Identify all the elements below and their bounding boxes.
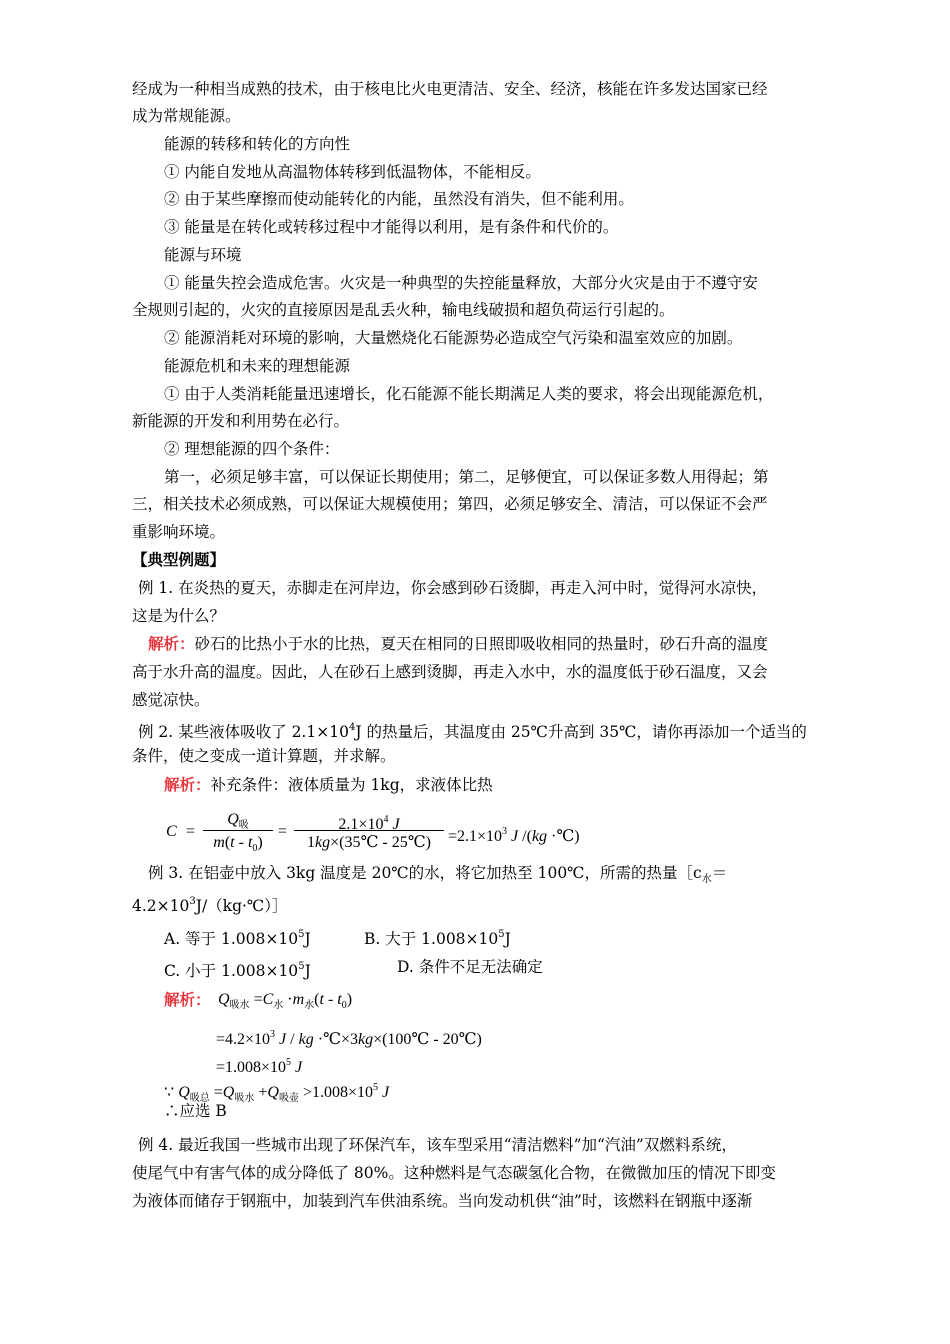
option-d bbox=[397, 957, 543, 977]
list-item: ② 理想能源的四个条件： bbox=[164, 440, 340, 458]
analysis-label: 解析： bbox=[164, 990, 211, 1009]
option-c bbox=[164, 957, 311, 981]
formula-c: C bbox=[166, 823, 177, 840]
exponent: 5 bbox=[298, 929, 305, 940]
list-item: ③ 能量是在转化或转移过程中才能得以利用，是有条件和代价的。 bbox=[164, 218, 619, 236]
option-text: A. 等于 1.008×10 bbox=[164, 930, 299, 948]
answer-line: ∴应选 B bbox=[164, 1102, 227, 1120]
example-question-cont bbox=[132, 892, 288, 916]
analysis-line bbox=[148, 634, 768, 654]
formula-eq: = bbox=[278, 823, 288, 840]
option-text: J bbox=[504, 930, 511, 948]
list-item: ① 由于人类消耗能量迅速增长，化石能源不能长期满足人类的要求，将会出现能源危机， bbox=[164, 385, 774, 403]
analysis-text: 补充条件：液体质量为 1kg，求液体比热 bbox=[210, 776, 493, 794]
list-item: ① 内能自发地从高温物体转移到低温物体，不能相反。 bbox=[164, 163, 541, 181]
q-text: 例 3. 在铝壶中放入 3kg 温度是 20℃的水，将它加热至 100℃，所需的热量［c bbox=[148, 864, 702, 882]
option-text: C. 小于 1.008×10 bbox=[164, 962, 299, 980]
q-text: 例 2. 某些液体吸收了 2.1×10 bbox=[138, 723, 349, 741]
option-text: D. 条件不足无法确定 bbox=[397, 958, 543, 976]
section-title: 能源的转移和转化的方向性 bbox=[164, 135, 351, 153]
example-question-cont: 条件，使之变成一道计算题，并求解。 bbox=[132, 747, 396, 765]
heat-equation-line: ∵ $Q_{吸总} =Q_{吸水} +Q_{吸壶} >1.008\times 10^5$ J bbox=[164, 1082, 390, 1104]
example-question-cont: 这是为什么？ bbox=[132, 607, 226, 625]
list-item-cont: 新能源的开发和利用势在必行。 bbox=[132, 412, 350, 430]
analysis-line: 高于水升高的温度。因此，人在砂石上感到烫脚，再走入水中，水的温度低于砂石温度，又会 bbox=[132, 663, 768, 681]
analysis-text: 砂石的比热小于水的比热，夏天在相同的日照即吸收相同的热量时，砂石升高的温度 bbox=[194, 635, 769, 653]
option-text: B. 大于 1.008×10 bbox=[364, 930, 499, 948]
paragraph-line: 重影响环境。 bbox=[132, 523, 226, 541]
option-text: J bbox=[304, 962, 311, 980]
option-a bbox=[164, 925, 311, 949]
example-question bbox=[148, 863, 727, 890]
example-question: 例 1. 在炎热的夏天，赤脚走在河岸边，你会感到砂石烫脚，再走入河中时，觉得河水凉快， bbox=[138, 579, 768, 597]
list-item: ① 能量失控会造成危害。火灾是一种典型的失控能量释放，大部分火灾是由于不遵守安 bbox=[164, 274, 758, 292]
exponent: 5 bbox=[298, 961, 305, 972]
paragraph-line: 成为常规能源。 bbox=[132, 107, 241, 125]
section-title: 能源与环境 bbox=[164, 246, 242, 264]
formula-eq: = bbox=[186, 823, 196, 840]
heat-equation-line: $=4.2\times 10^3$ J / kg ·℃×3kg×(100℃ - 20℃) bbox=[216, 1029, 482, 1048]
subscript: 水 bbox=[701, 874, 712, 885]
analysis-label: 解析： bbox=[164, 775, 211, 794]
list-item: ② 能源消耗对环境的影响，大量燃烧化石能源势必造成空气污染和温室效应的加剧。 bbox=[164, 329, 743, 347]
heat-equation-line: $Q_{吸水} =C_水 \cdot m_水(t - t_0)$ bbox=[218, 991, 353, 1011]
analysis-line: 感觉凉快。 bbox=[132, 691, 210, 709]
exponent: 5 bbox=[498, 929, 505, 940]
formula-result: $=2.1\times 10^3$ J /(kg ·℃) bbox=[448, 826, 580, 845]
q-text: ＝ bbox=[711, 864, 728, 882]
list-item-cont: 全规则引起的，火灾的直接原因是乱丢火种，输电线破损和超负荷运行引起的。 bbox=[132, 301, 675, 319]
exponent: 4 bbox=[348, 722, 356, 733]
heat-equation-line: $=1.008\times 10^5$ J bbox=[216, 1057, 303, 1076]
option-text: J bbox=[304, 930, 311, 948]
option-b bbox=[364, 925, 511, 949]
analysis-label: 解析： bbox=[148, 634, 195, 653]
example-question: 例 4. 最近我国一些城市出现了环保汽车，该车型采用“清洁燃料”加“汽油”双燃料系统， bbox=[138, 1136, 737, 1154]
analysis-line bbox=[164, 775, 493, 795]
fraction-values: $\frac{2.1\times 10^4 J}{1kg\times(35℃ - 25℃)}$ bbox=[294, 810, 444, 853]
analysis-line bbox=[164, 990, 211, 1010]
paragraph-line: 三，相关技术必须成熟，可以保证大规模使用；第四，必须足够安全、清洁，可以保证不会严 bbox=[132, 495, 768, 513]
exponent: 3 bbox=[189, 896, 196, 907]
paragraph-line: 经成为一种相当成熟的技术，由于核电比火电更清洁、安全、经济，核能在许多发达国家已经 bbox=[132, 80, 768, 98]
example-question-cont: 使尾气中有害气体的成分降低了 80%。这种燃料是气态碳氢化合物，在微微加压的情况下即变 bbox=[132, 1164, 776, 1182]
section-title: 能源危机和未来的理想能源 bbox=[164, 357, 351, 375]
fraction-q-over-m: $Q_吸$ $m(t - t_0)$ bbox=[203, 810, 273, 853]
paragraph-line: 第一，必须足够丰富，可以保证长期使用；第二，足够便宜，可以保证多数人用得起；第 bbox=[164, 468, 769, 486]
example-question-cont: 为液体而储存于钢瓶中，加装到汽车供油系统。当向发动机供“油”时，该燃料在钢瓶中逐渐 bbox=[132, 1192, 753, 1210]
list-item: ② 由于某些摩擦而使动能转化的内能，虽然没有消失，但不能利用。 bbox=[164, 190, 634, 208]
q-text: 4.2×10 bbox=[132, 897, 190, 915]
q-text: J/（kg·℃）］ bbox=[195, 897, 288, 915]
q-text: J 的热量后，其温度由 25℃升高到 35℃，请你再添加一个适当的 bbox=[355, 723, 807, 741]
example-question bbox=[138, 718, 807, 742]
examples-heading: 【典型例题】 bbox=[132, 550, 226, 569]
